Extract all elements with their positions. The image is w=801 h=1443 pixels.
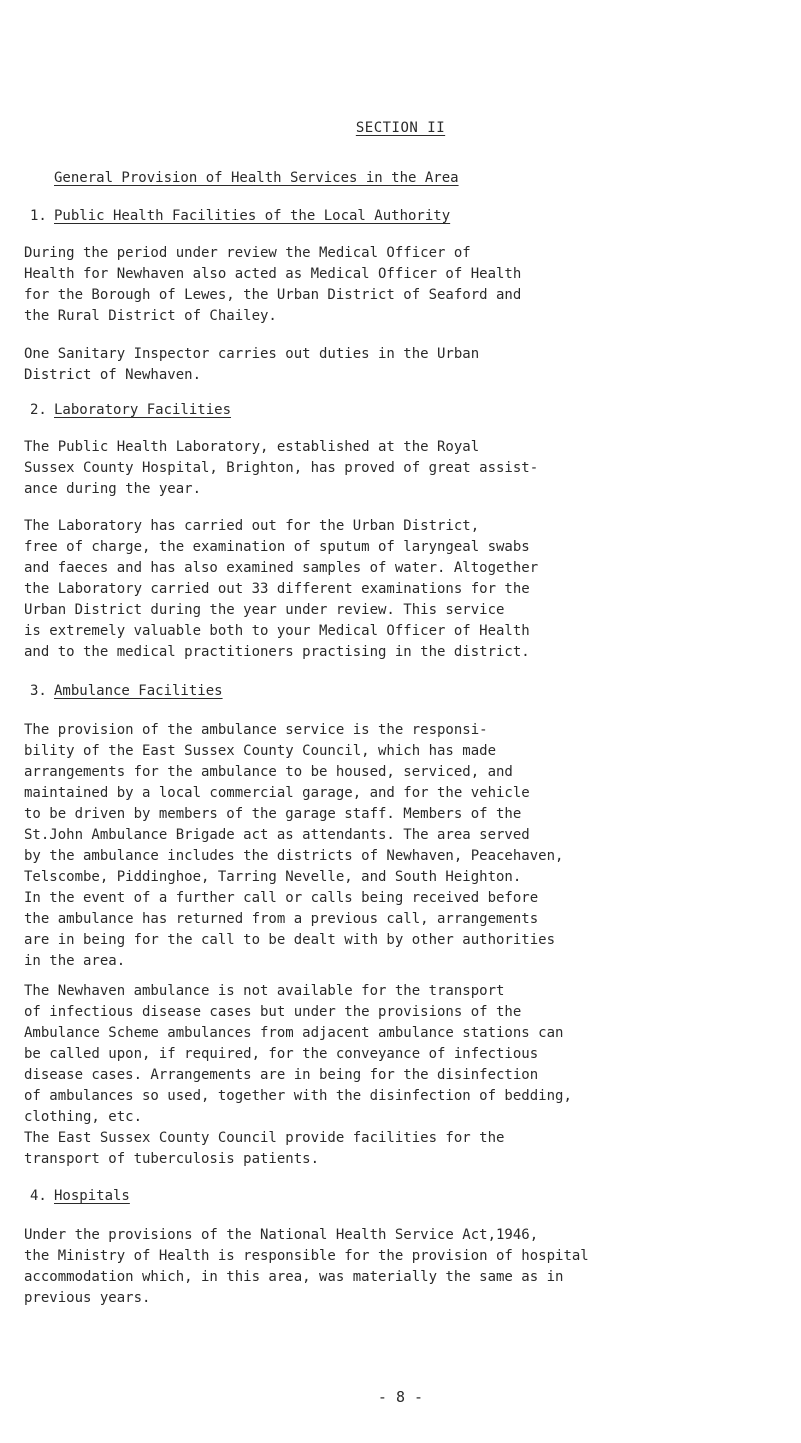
page-number: - 8 - xyxy=(377,1388,424,1406)
item-4-number: 4. xyxy=(30,1188,47,1204)
item-2-paragraph-2: The Laboratory has carried out for the Urban District, free of charge, the examination of sputum of laryngeal swabs and faeces and has also examined samples of water. Altogether the Laboratory carried out 33 different examinations for the Urban District during the year under review. This service is extremely valuable both to your Medical Officer of Health and to the medical practitioners practising in the district. xyxy=(24,518,539,660)
item-3-heading: Ambulance Facilities xyxy=(54,683,223,699)
item-2-paragraph-1: The Public Health Laboratory, established at the Royal Sussex County Hospital, Brighton, has proved of great assist- ance during the year. xyxy=(24,439,539,497)
item-3-paragraph-1: The provision of the ambulance service is the responsi- bility of the East Sussex County Council, which has made arrangements for the ambulance to be housed, serviced, and maintained by a local commercial garage, and for the vehicle to be driven by members of the garage staff. Members of the St.John Ambulance Brigade act as attendants. The area served by the ambulance includes the districts of Newhaven, Peacehaven, Telscombe, Piddinghoe, Tarring Nevelle, and South Heighton. In the event of a further call or calls being received before the ambulance has returned from a previous call, arrangements are in being for the call to be dealt with by other authorities in the area. xyxy=(24,722,564,969)
section-title: SECTION II xyxy=(355,120,446,136)
item-1-paragraph-1: During the period under review the Medical Officer of Health for Newhaven also acted as Medical Officer of Health for the Borough of Lewes, the Urban District of Seaford and the Rural District of Chailey. xyxy=(24,245,522,324)
item-1-number: 1. xyxy=(30,208,47,224)
area-heading: General Provision of Health Services in the Area xyxy=(54,170,459,186)
item-1-heading: Public Health Facilities of the Local Authority xyxy=(54,208,451,224)
item-3-paragraph-3: The East Sussex County Council provide facilities for the transport of tuberculosis patients. xyxy=(24,1130,505,1167)
item-3-number: 3. xyxy=(30,683,47,699)
item-2-number: 2. xyxy=(30,402,47,418)
item-4-paragraph-1: Under the provisions of the National Health Service Act,1946, the Ministry of Health is responsible for the provision of hospital accommodation which, in this area, was materially the same as in previous years. xyxy=(24,1227,589,1306)
item-4-heading: Hospitals xyxy=(54,1188,130,1204)
item-3-paragraph-2: The Newhaven ambulance is not available for the transport of infectious disease cases but under the provisions of the Ambulance Scheme ambulances from adjacent ambulance stations can be called upon, if required, for the conveyance of infectious disease cases. Arrangements are in being for the disinfection of ambulances so used, together with the disinfection of bedding, clothing, etc. xyxy=(24,983,572,1125)
item-1-paragraph-2: One Sanitary Inspector carries out duties in the Urban District of Newhaven. xyxy=(24,346,480,383)
item-2-heading: Laboratory Facilities xyxy=(54,402,232,418)
